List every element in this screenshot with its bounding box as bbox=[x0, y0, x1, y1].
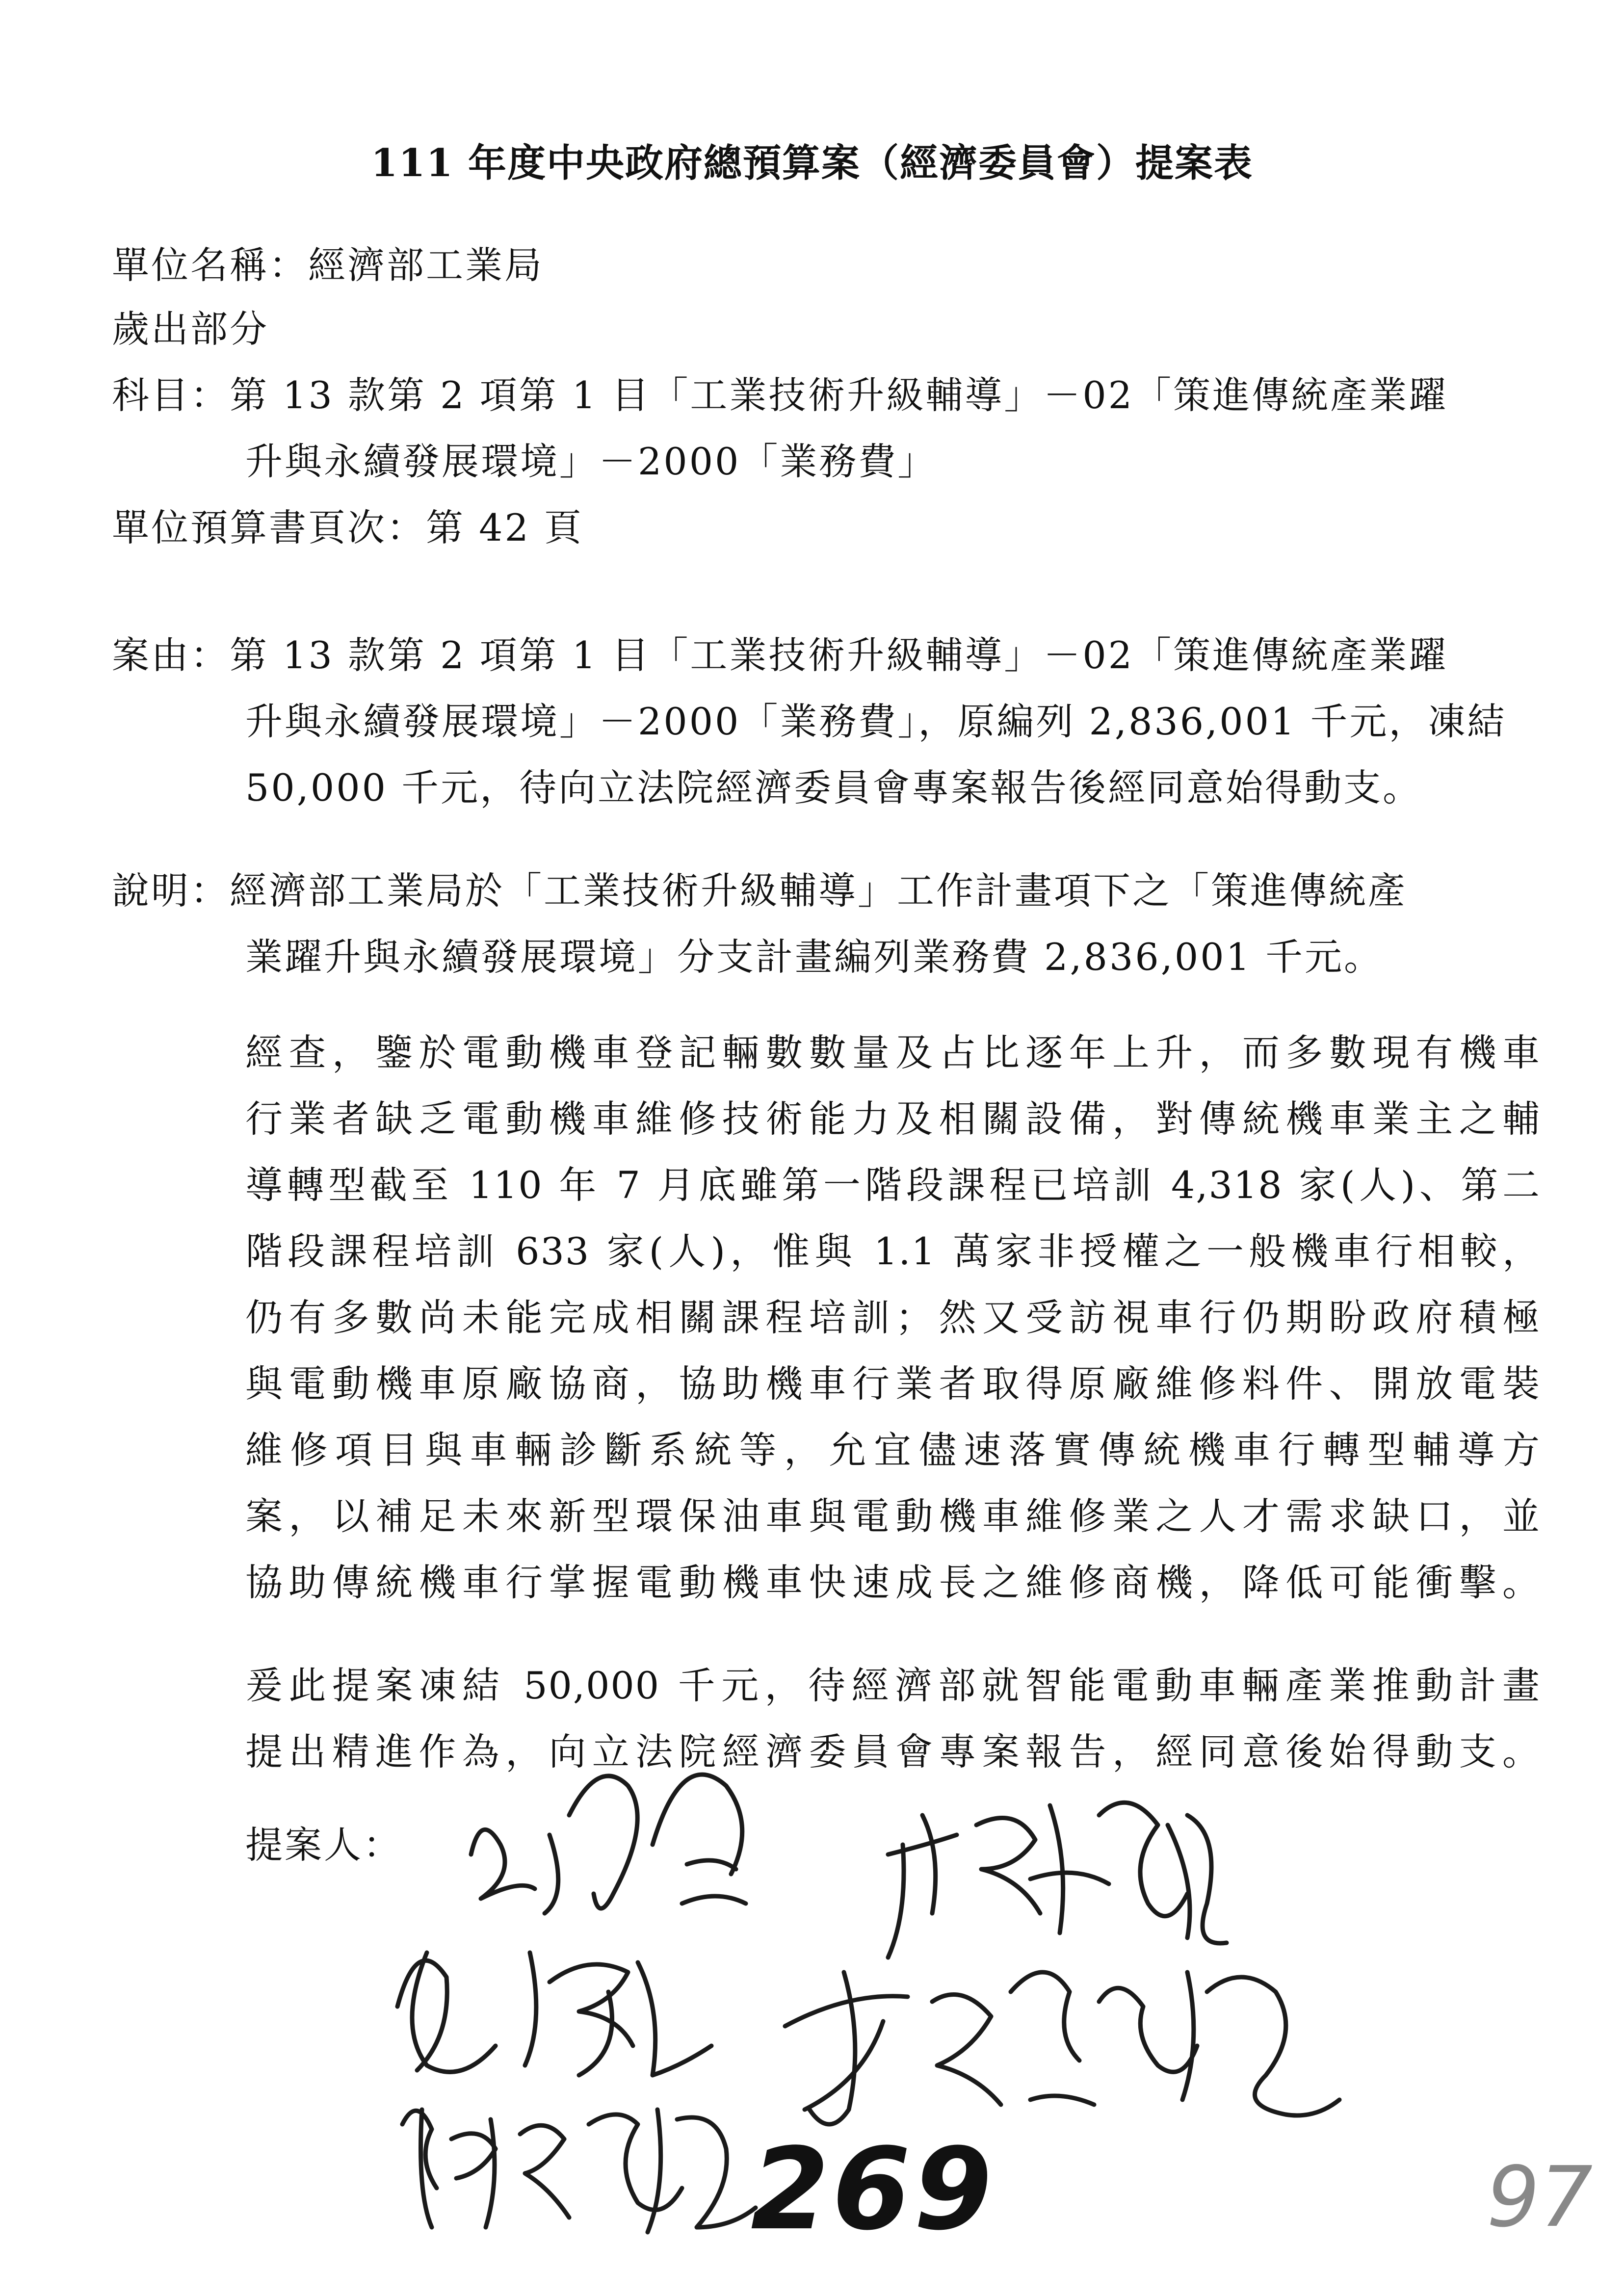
findings-line: 階段課程培訓 633 家(人)，惟與 1.1 萬家非授權之一般機車行相較， bbox=[245, 1229, 1541, 1273]
findings-line: 仍有多數尚未能完成相關課程培訓；然又受訪視車行仍期盼政府積極 bbox=[245, 1296, 1541, 1339]
document-title: 111 年度中央政府總預算案（經濟委員會）提案表 bbox=[371, 141, 1253, 185]
findings-line: 案，以補足未來新型環保油車與電動機車維修業之人才需求缺口，並 bbox=[245, 1494, 1541, 1538]
subject-line-2: 升與永續發展環境」－2000「業務費」 bbox=[245, 440, 937, 483]
explanation-line-2: 業躍升與永續發展環境」分支計畫編列業務費 2,836,001 千元。 bbox=[245, 935, 1384, 979]
findings-line: 協助傳統機車行掌握電動機車快速成長之維修商機，降低可能衝擊。 bbox=[245, 1561, 1541, 1604]
handwritten-serial-number: 269 bbox=[751, 2124, 995, 2255]
reason-line-2: 升與永續發展環境」－2000「業務費」，原編列 2,836,001 千元，凍結 bbox=[245, 700, 1507, 743]
findings-line: 導轉型截至 110 年 7 月底雖第一階段課程已培訓 4,318 家(人)、第二 bbox=[245, 1163, 1541, 1207]
proposer-label: 提案人： bbox=[245, 1823, 402, 1867]
budget-page-ref: 單位預算書頁次：第 42 頁 bbox=[112, 506, 584, 549]
handwritten-page-mark: 97 bbox=[1487, 2149, 1593, 2246]
section-label: 歲出部分 bbox=[112, 307, 269, 351]
signature-2 bbox=[888, 1802, 1227, 1957]
signature-4 bbox=[785, 1972, 1339, 2124]
subject-line-1: 科目：第 13 款第 2 項第 1 目「工業技術升級輔導」－02「策進傳統產業躍 bbox=[112, 373, 1448, 417]
signature-5 bbox=[402, 2110, 756, 2232]
reason-line-3: 50,000 千元，待向立法院經濟委員會專案報告後經同意始得動支。 bbox=[245, 766, 1422, 809]
findings-line: 行業者缺乏電動機車維修技術能力及相關設備，對傳統機車業主之輔 bbox=[245, 1097, 1541, 1141]
signature-3 bbox=[397, 1953, 711, 2075]
signature-1 bbox=[471, 1774, 746, 1913]
proposal-line: 爰此提案凍結 50,000 千元，待經濟部就智能電動車輛產業推動計畫 bbox=[245, 1664, 1541, 1707]
reason-line-1: 案由：第 13 款第 2 項第 1 目「工業技術升級輔導」－02「策進傳統產業躍 bbox=[112, 633, 1448, 677]
explanation-line-1: 說明：經濟部工業局於「工業技術升級輔導」工作計畫項下之「策進傳統產 bbox=[112, 869, 1407, 913]
findings-line: 與電動機車原廠協商，協助機車行業者取得原廠維修料件、開放電裝 bbox=[245, 1362, 1541, 1406]
findings-line: 經查，鑒於電動機車登記輛數數量及占比逐年上升，而多數現有機車 bbox=[245, 1031, 1541, 1074]
proposal-line: 提出精進作為，向立法院經濟委員會專案報告，經同意後始得動支。 bbox=[245, 1730, 1541, 1774]
unit-name: 單位名稱：經濟部工業局 bbox=[112, 243, 544, 287]
findings-line: 維修項目與車輛診斷系統等，允宜儘速落實傳統機車行轉型輔導方 bbox=[245, 1428, 1541, 1472]
